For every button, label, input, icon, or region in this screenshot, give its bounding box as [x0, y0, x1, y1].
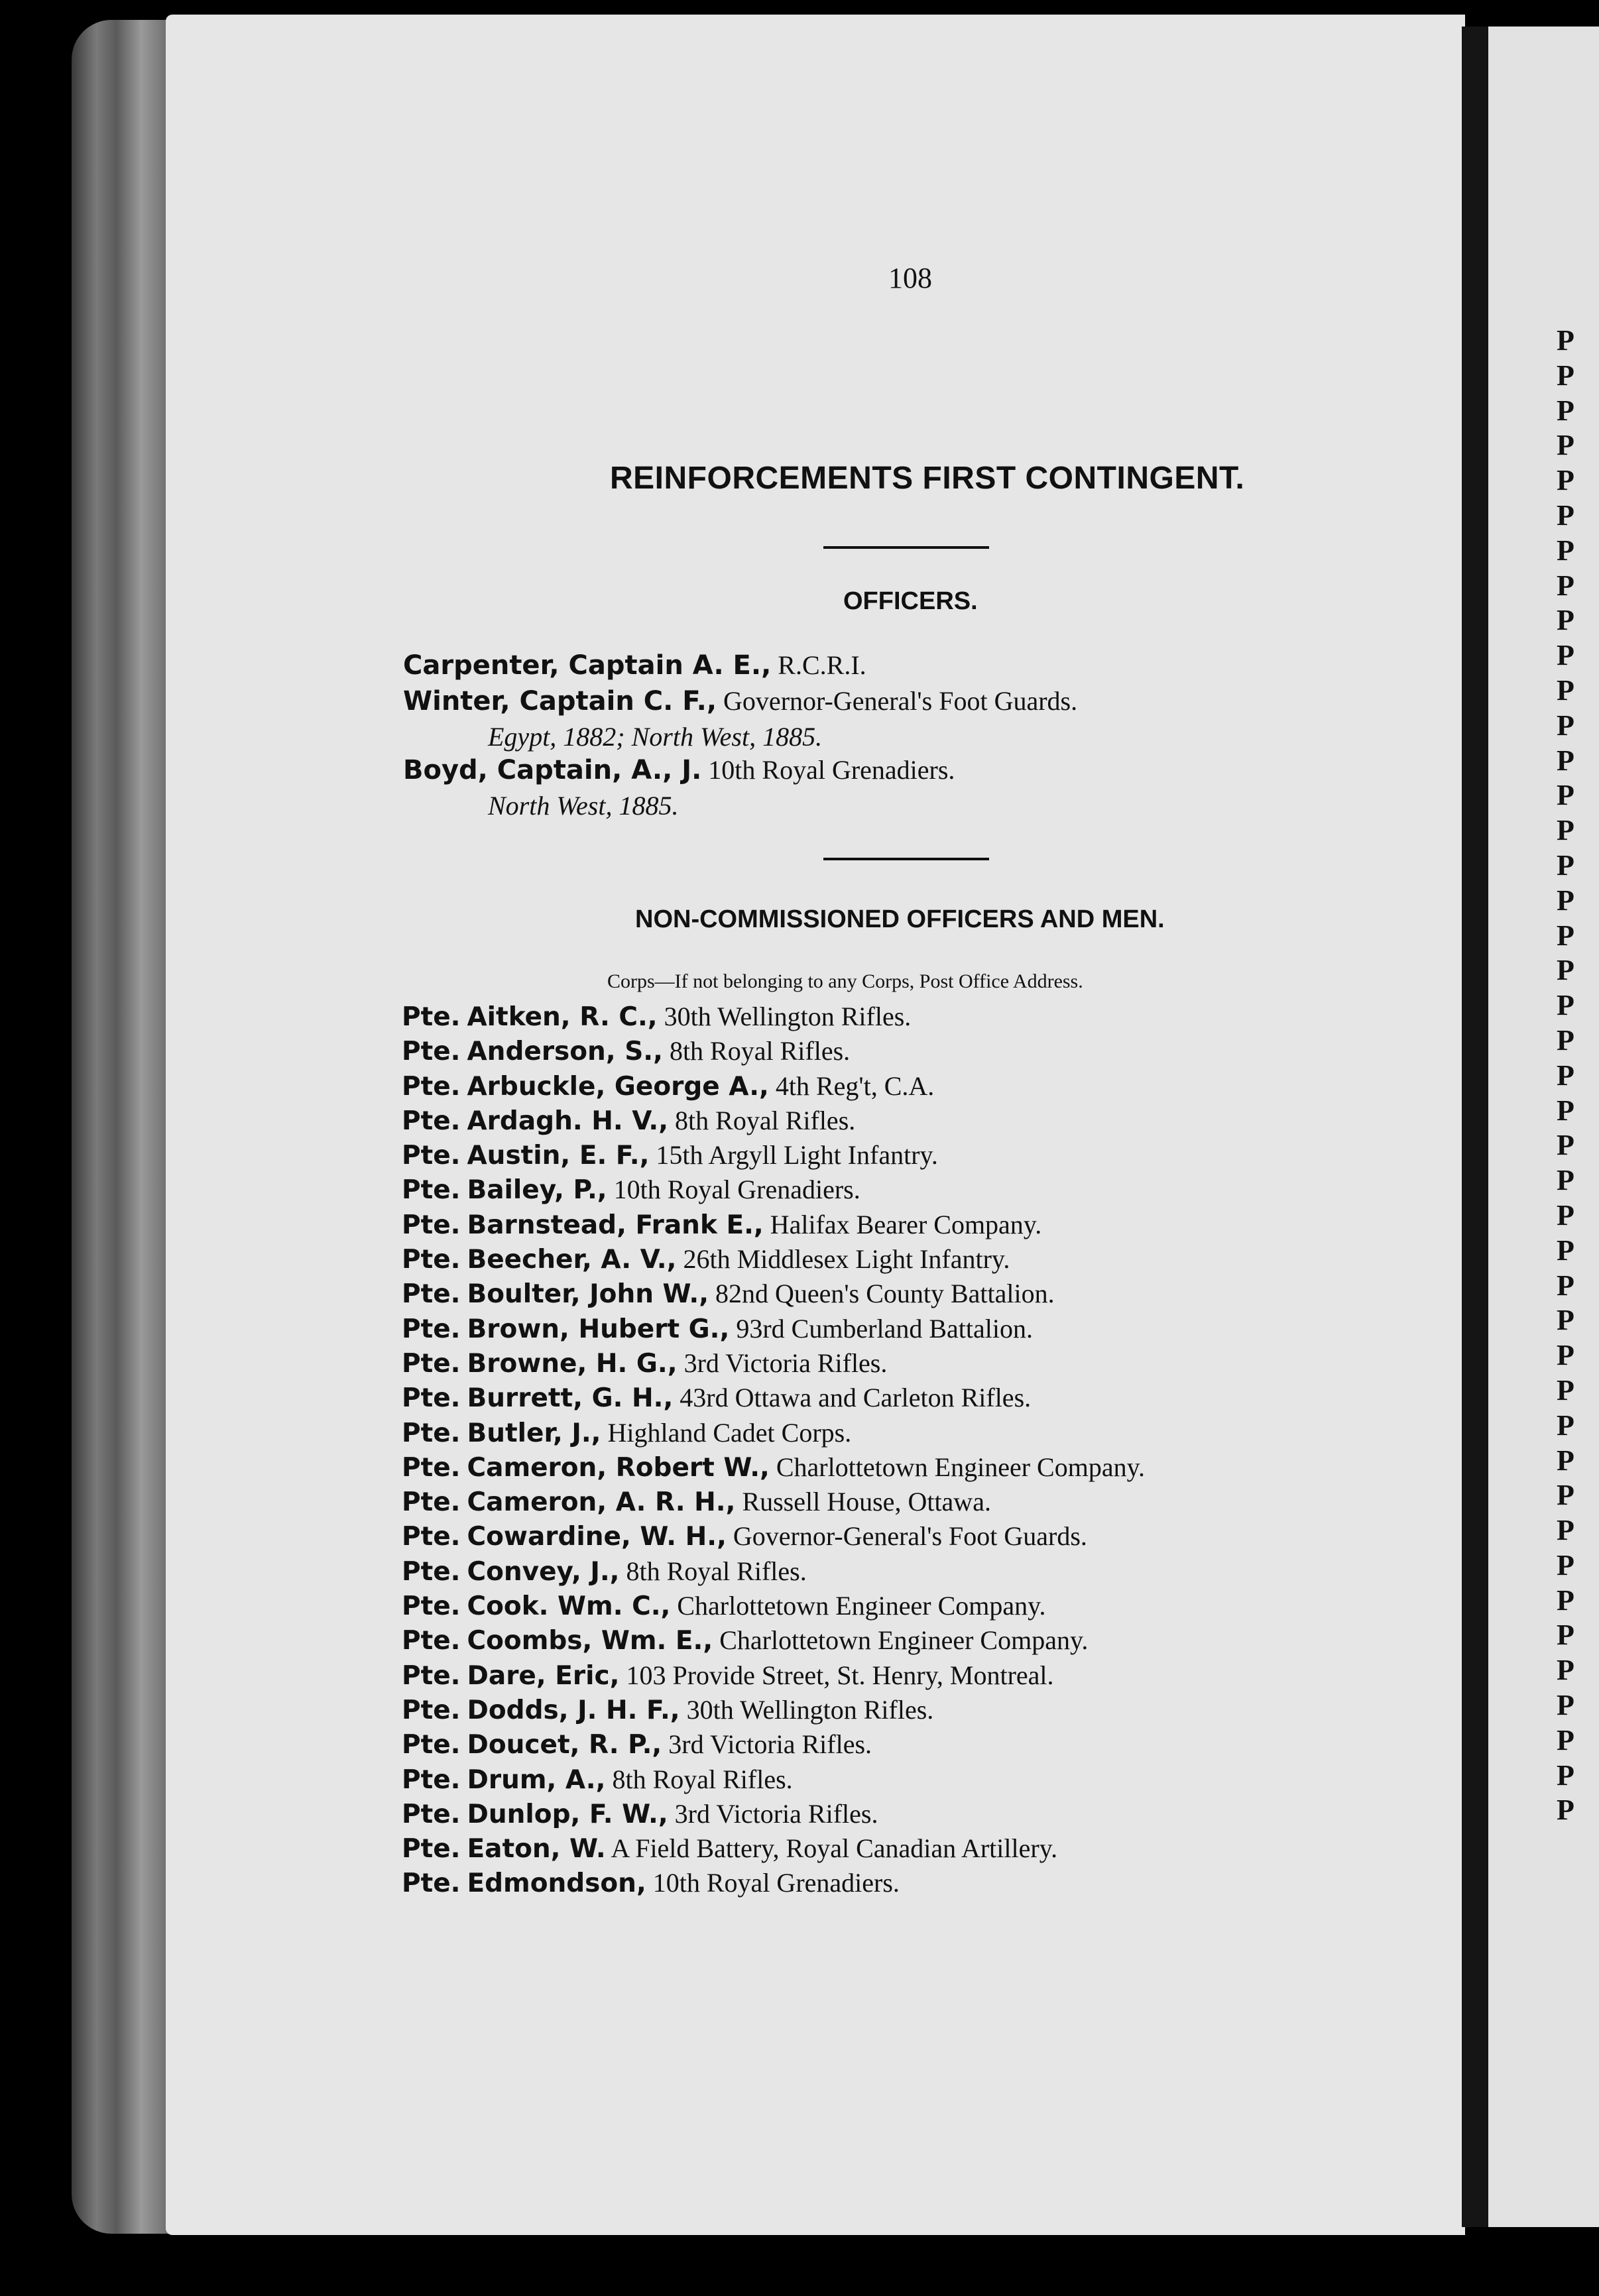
facing-page-letter: P [1557, 1164, 1574, 1197]
soldier-corps: A Field Battery, Royal Canadian Artillery. [611, 1833, 1058, 1864]
facing-page-letter: P [1557, 1198, 1574, 1232]
soldier-name: Beecher, A. V., [467, 1245, 677, 1275]
facing-page-letter: P [1557, 394, 1574, 427]
soldier-name: Convey, J., [467, 1556, 620, 1587]
soldier-corps: Charlottetown Engineer Company. [776, 1452, 1145, 1482]
facing-page-letter: P [1557, 848, 1574, 882]
rank: Pte. [402, 1834, 461, 1865]
officer-name: Winter, Captain C. F., [403, 686, 717, 717]
officer-name: Boyd, Captain, A., J. [403, 755, 702, 785]
list-item [402, 1554, 1449, 1589]
list-item [402, 1277, 1449, 1311]
facing-page-letter: P [1557, 1373, 1574, 1406]
soldier-corps: Governor-General's Foot Guards. [733, 1521, 1087, 1552]
rank: Pte. [402, 1175, 461, 1206]
facing-page-letter: P [1557, 1269, 1574, 1302]
facing-page-letter: P [1557, 324, 1574, 357]
facing-page-letter: P [1557, 1723, 1574, 1756]
list-item [402, 1450, 1449, 1485]
soldier-name: Brown, Hubert G., [467, 1314, 730, 1344]
soldier-name: Bailey, P., [467, 1175, 607, 1206]
soldier-corps: 10th Royal Grenadiers. [613, 1175, 860, 1205]
facing-page-letter: P [1557, 954, 1574, 987]
officer-entry [403, 650, 866, 681]
rank: Pte. [402, 1591, 461, 1622]
rank: Pte. [402, 1141, 461, 1171]
list-item [402, 1658, 1449, 1693]
soldier-corps: Halifax Bearer Company. [770, 1209, 1042, 1239]
facing-page-letter: P [1557, 1339, 1574, 1372]
list-item [402, 1589, 1449, 1623]
soldier-name: Austin, E. F., [467, 1141, 650, 1171]
list-item [402, 1416, 1449, 1450]
officer-entry [403, 754, 955, 785]
soldier-name: Cameron, Robert W., [467, 1452, 770, 1483]
officer-corps: Governor-General's Foot Guards. [723, 686, 1078, 716]
facing-page-letter: P [1557, 1654, 1574, 1687]
rank: Pte. [402, 1799, 461, 1829]
facing-page-letter: P [1557, 814, 1574, 847]
list-item [402, 1485, 1449, 1519]
facing-page-letter: P [1557, 429, 1574, 462]
soldier-name: Dare, Eric, [467, 1660, 620, 1691]
list-item [402, 1242, 1449, 1277]
list-item [402, 1831, 1449, 1866]
rank: Pte. [402, 1730, 461, 1760]
soldier-corps: 82nd Queen's County Battalion. [715, 1279, 1055, 1309]
rank: Pte. [402, 1695, 461, 1725]
soldier-corps: 43rd Ottawa and Carleton Rifles. [680, 1383, 1032, 1413]
soldier-name: Boulter, John W., [467, 1279, 709, 1310]
facing-page-letter: P [1557, 1094, 1574, 1127]
rank: Pte. [402, 1314, 461, 1344]
rank: Pte. [402, 1522, 461, 1552]
soldier-corps: Charlottetown Engineer Company. [677, 1591, 1046, 1621]
page-gutter [1462, 27, 1488, 2227]
book-spine [72, 20, 171, 2234]
facing-page-letter: P [1557, 534, 1574, 567]
facing-page-letters [1557, 323, 1574, 1828]
soldier-corps: 8th Royal Rifles. [669, 1036, 851, 1066]
list-item [402, 1797, 1449, 1831]
rank: Pte. [402, 1660, 461, 1691]
soldier-name: Anderson, S., [467, 1037, 663, 1067]
facing-page-letter: P [1557, 1758, 1574, 1792]
rank: Pte. [402, 1245, 461, 1275]
list-item [402, 1519, 1449, 1554]
list-item [402, 1381, 1449, 1415]
facing-page-letter: P [1557, 1444, 1574, 1477]
soldier-name: Coombs, Wm. E., [467, 1626, 713, 1656]
facing-page-letter: P [1557, 359, 1574, 392]
list-item [402, 1034, 1449, 1068]
officer-name: Carpenter, Captain A. E., [403, 650, 772, 681]
rank: Pte. [402, 1002, 461, 1032]
soldier-name: Doucet, R. P., [467, 1730, 662, 1760]
facing-page-letter: P [1557, 639, 1574, 672]
facing-page-letter: P [1557, 1583, 1574, 1617]
list-item [402, 1000, 1449, 1034]
soldier-corps: 3rd Victoria Rifles. [674, 1798, 878, 1829]
soldier-name: Cowardine, W. H., [467, 1522, 727, 1552]
facing-page-letter: P [1557, 498, 1574, 532]
soldier-name: Butler, J., [467, 1418, 601, 1448]
list-item [402, 1208, 1449, 1242]
facing-page-letter: P [1557, 1129, 1574, 1162]
rank: Pte. [402, 1348, 461, 1379]
officers-heading: OFFICERS. [843, 587, 978, 615]
rank: Pte. [402, 1626, 461, 1656]
list-item [402, 1069, 1449, 1104]
list-item [402, 1866, 1449, 1900]
facing-page-letter: P [1557, 709, 1574, 742]
officer-note: Egypt, 1882; North West, 1885. [488, 722, 823, 752]
officer-corps: 10th Royal Grenadiers. [708, 755, 955, 785]
list-item [402, 1173, 1449, 1207]
soldier-name: Arbuckle, George A., [467, 1071, 769, 1102]
facing-page-letter: P [1557, 919, 1574, 952]
officer-entry [403, 685, 1077, 717]
soldier-name: Aitken, R. C., [467, 1002, 658, 1032]
facing-page-letter: P [1557, 1548, 1574, 1581]
officer-note: North West, 1885. [488, 791, 679, 821]
facing-page-letter: P [1557, 569, 1574, 602]
divider [823, 858, 989, 860]
soldier-name: Barnstead, Frank E., [467, 1210, 764, 1240]
rank: Pte. [402, 1418, 461, 1448]
soldier-corps: Charlottetown Engineer Company. [719, 1625, 1089, 1656]
soldier-name: Burrett, G. H., [467, 1383, 674, 1414]
soldier-corps: Highland Cadet Corps. [607, 1417, 852, 1448]
facing-page-letter: P [1557, 464, 1574, 497]
soldier-corps: 30th Wellington Rifles. [664, 1002, 912, 1031]
soldier-name: Drum, A., [467, 1764, 606, 1795]
list-item [402, 1346, 1449, 1381]
facing-page-letter: P [1557, 1234, 1574, 1267]
soldier-name: Cameron, A. R. H., [467, 1487, 736, 1518]
facing-page [1488, 27, 1599, 2227]
soldier-corps: 8th Royal Rifles. [675, 1105, 856, 1135]
facing-page-letter: P [1557, 1619, 1574, 1652]
men-list [402, 1000, 1449, 1901]
facing-page-letter: P [1557, 884, 1574, 917]
list-item [402, 1693, 1449, 1727]
page-title: REINFORCEMENTS FIRST CONTINGENT. [610, 461, 1245, 496]
soldier-corps: 8th Royal Rifles. [612, 1764, 793, 1794]
corps-note: Corps—If not belonging to any Corps, Post Office Address. [607, 970, 1083, 992]
soldier-name: Dunlop, F. W., [467, 1799, 668, 1829]
list-item [402, 1727, 1449, 1762]
list-item [402, 1762, 1449, 1797]
facing-page-letter: P [1557, 779, 1574, 812]
soldier-corps: Russell House, Ottawa. [742, 1487, 991, 1517]
facing-page-letter: P [1557, 1408, 1574, 1442]
soldier-corps: 8th Royal Rifles. [626, 1556, 807, 1586]
facing-page-letter: P [1557, 1059, 1574, 1092]
soldier-corps: 26th Middlesex Light Infantry. [683, 1244, 1010, 1275]
facing-page-letter: P [1557, 1304, 1574, 1337]
soldier-name: Cook. Wm. C., [467, 1591, 671, 1622]
men-heading: NON-COMMISSIONED OFFICERS AND MEN. [635, 905, 1165, 933]
soldier-name: Eaton, W. [467, 1834, 606, 1865]
soldier-name: Browne, H. G., [467, 1348, 678, 1379]
soldier-corps: 3rd Victoria Rifles. [683, 1348, 888, 1378]
rank: Pte. [402, 1106, 461, 1136]
soldier-corps: 4th Reg't, C.A. [775, 1070, 935, 1101]
rank: Pte. [402, 1452, 461, 1483]
officer-corps: R.C.R.I. [778, 650, 866, 680]
page-number: 108 [888, 262, 932, 294]
facing-page-letter: P [1557, 673, 1574, 707]
soldier-name: Ardagh. H. V., [467, 1106, 669, 1136]
soldier-corps: 30th Wellington Rifles. [686, 1694, 934, 1725]
facing-page-letter: P [1557, 1023, 1574, 1057]
rank: Pte. [402, 1556, 461, 1587]
rank: Pte. [402, 1868, 461, 1899]
soldier-corps: 93rd Cumberland Battalion. [736, 1313, 1034, 1344]
facing-page-letter: P [1557, 989, 1574, 1022]
soldier-corps: 3rd Victoria Rifles. [668, 1729, 872, 1760]
facing-page-letter: P [1557, 1479, 1574, 1512]
rank: Pte. [402, 1037, 461, 1067]
soldier-corps: 103 Provide Street, St. Henry, Montreal. [626, 1660, 1054, 1690]
soldier-name: Dodds, J. H. F., [467, 1695, 680, 1725]
list-item [402, 1138, 1449, 1173]
facing-page-letter: P [1557, 1514, 1574, 1547]
rank: Pte. [402, 1071, 461, 1102]
facing-page-letter: P [1557, 1689, 1574, 1722]
rank: Pte. [402, 1210, 461, 1240]
soldier-name: Edmondson, [467, 1868, 646, 1899]
soldier-corps: 15th Argyll Light Infantry. [656, 1140, 938, 1171]
rank: Pte. [402, 1487, 461, 1518]
list-item [402, 1104, 1449, 1138]
rank: Pte. [402, 1764, 461, 1795]
facing-page-letter: P [1557, 744, 1574, 777]
divider [823, 546, 989, 549]
list-item [402, 1312, 1449, 1346]
facing-page-letter: P [1557, 604, 1574, 637]
soldier-corps: 10th Royal Grenadiers. [652, 1868, 900, 1898]
facing-page-letter: P [1557, 1794, 1574, 1827]
rank: Pte. [402, 1279, 461, 1310]
list-item [402, 1623, 1449, 1658]
rank: Pte. [402, 1383, 461, 1414]
